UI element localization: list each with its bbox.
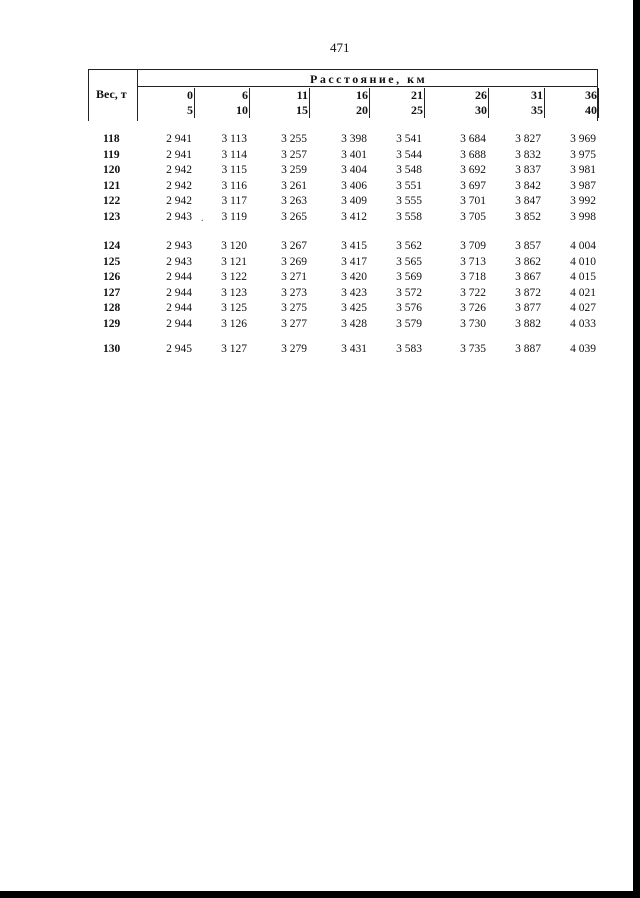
value-cell: 3 562: [396, 240, 422, 252]
value-cell: 3 576: [396, 302, 422, 314]
distance-range-header: [547, 88, 599, 118]
value-cell: 3 852: [515, 210, 541, 223]
value-cell: 3 398: [341, 133, 367, 145]
distance-range-header: [198, 88, 250, 118]
value-cell: 3 267: [281, 240, 307, 252]
value-cell: 3 688: [460, 148, 486, 161]
value-cell: 3 992: [570, 195, 596, 207]
weight-cell: 119: [103, 148, 120, 161]
range-to: 25: [411, 103, 423, 117]
value-cell: 3 116: [221, 179, 247, 192]
value-cell: 3 862: [515, 255, 541, 268]
value-cell: 3 857: [515, 240, 541, 252]
range-to: 15: [296, 103, 308, 117]
value-cell: 3 877: [515, 302, 541, 314]
value-cell: 2 943: [166, 210, 192, 223]
range-to: 30: [475, 103, 487, 117]
table-row: [0, 287, 633, 303]
value-cell: 2 942: [166, 164, 192, 176]
value-cell: 4 010: [570, 255, 596, 268]
value-cell: 3 847: [515, 195, 541, 207]
value-cell: 2 944: [166, 317, 192, 330]
value-cell: 3 263: [281, 195, 307, 207]
distance-range-header: [493, 88, 545, 118]
value-cell: 3 722: [460, 286, 486, 299]
table-row: [0, 180, 633, 196]
value-cell: 3 709: [460, 240, 486, 252]
value-cell: 3 404: [341, 164, 367, 176]
weight-cell: 123: [103, 210, 121, 223]
value-cell: 3 119: [221, 210, 247, 223]
weight-column-header: Вес, т: [96, 87, 127, 101]
value-cell: 4 015: [570, 271, 596, 283]
scan-speck: .: [201, 213, 204, 224]
value-cell: 3 701: [460, 195, 486, 207]
value-cell: 3 259: [281, 164, 307, 176]
value-cell: 3 565: [396, 255, 422, 268]
weight-cell: 121: [103, 179, 121, 192]
value-cell: 2 944: [166, 271, 192, 283]
value-cell: 3 125: [221, 302, 247, 314]
range-from: 11: [296, 88, 308, 102]
value-cell: 3 867: [515, 271, 541, 283]
weight-cell: 125: [103, 255, 121, 268]
distance-range-header: [427, 88, 489, 118]
value-cell: 2 941: [166, 148, 192, 161]
weight-cell: 122: [103, 195, 121, 207]
value-cell: 3 275: [281, 302, 307, 314]
value-cell: 3 412: [341, 210, 367, 223]
range-from: 0: [187, 88, 193, 102]
value-cell: 3 882: [515, 317, 541, 330]
range-from: 21: [411, 88, 423, 102]
value-cell: 3 579: [396, 317, 422, 330]
weight-cell: 120: [103, 164, 121, 176]
range-from: 16: [356, 88, 368, 102]
range-from: 26: [475, 88, 487, 102]
distance-range-header: [253, 88, 310, 118]
value-cell: 3 401: [341, 148, 367, 161]
page-number: 471: [330, 40, 350, 55]
table-row: [0, 256, 633, 272]
value-cell: 3 730: [460, 317, 486, 330]
value-cell: 2 945: [166, 343, 192, 355]
weight-cell: 126: [103, 271, 121, 283]
value-cell: 3 887: [515, 343, 541, 355]
range-from: 31: [531, 88, 543, 102]
value-cell: 3 257: [281, 148, 307, 161]
value-cell: 3 555: [396, 195, 422, 207]
value-cell: 3 827: [515, 133, 541, 145]
distance-header: Расстояние, км: [310, 72, 428, 86]
value-cell: 3 261: [281, 179, 307, 192]
value-cell: 3 115: [221, 164, 247, 176]
value-cell: 3 423: [341, 286, 367, 299]
value-cell: 3 572: [396, 286, 422, 299]
value-cell: 3 431: [341, 343, 367, 355]
value-cell: 2 944: [166, 286, 192, 299]
value-cell: 3 409: [341, 195, 367, 207]
value-cell: 3 277: [281, 317, 307, 330]
range-from: 36: [585, 88, 597, 102]
value-cell: 3 583: [396, 343, 422, 355]
value-cell: 3 705: [460, 210, 486, 223]
value-cell: 2 943: [166, 240, 192, 252]
value-cell: 3 406: [341, 179, 367, 192]
range-to: 20: [356, 103, 368, 117]
table-row: [0, 133, 633, 149]
value-cell: 3 981: [570, 164, 596, 176]
value-cell: 2 942: [166, 195, 192, 207]
value-cell: 3 265: [281, 210, 307, 223]
value-cell: 3 273: [281, 286, 307, 299]
value-cell: 3 425: [341, 302, 367, 314]
value-cell: 3 126: [221, 317, 247, 330]
distance-range-header: [373, 88, 425, 118]
value-cell: 3 114: [221, 148, 247, 161]
value-cell: 2 943: [166, 255, 192, 268]
value-cell: 3 726: [460, 302, 486, 314]
value-cell: 3 255: [281, 133, 307, 145]
value-cell: 3 117: [221, 195, 247, 207]
value-cell: 3 969: [570, 133, 596, 145]
value-cell: 3 713: [460, 255, 486, 268]
value-cell: 3 122: [221, 271, 247, 283]
range-to: 10: [236, 103, 248, 117]
weight-cell: 124: [103, 240, 121, 252]
value-cell: 3 279: [281, 343, 307, 355]
value-cell: 3 415: [341, 240, 367, 252]
value-cell: 3 718: [460, 271, 486, 283]
range-from: 6: [242, 88, 248, 102]
range-to: 35: [531, 103, 543, 117]
value-cell: 3 428: [341, 317, 367, 330]
value-cell: 3 121: [221, 255, 247, 268]
value-cell: 3 127: [221, 343, 247, 355]
weight-cell: 130: [103, 343, 121, 355]
value-cell: 3 975: [570, 148, 596, 161]
value-cell: 3 842: [515, 179, 541, 192]
value-cell: 3 123: [221, 286, 247, 299]
value-cell: 4 033: [570, 317, 596, 330]
table-row: [0, 164, 633, 180]
table-row: [0, 271, 633, 287]
value-cell: 3 684: [460, 133, 486, 145]
value-cell: 4 039: [570, 343, 596, 355]
value-cell: 3 551: [396, 179, 422, 192]
value-cell: 3 548: [396, 164, 422, 176]
value-cell: 2 944: [166, 302, 192, 314]
table-row: [0, 318, 633, 334]
value-cell: 3 113: [221, 133, 247, 145]
table-row: [0, 211, 633, 227]
value-cell: 4 027: [570, 302, 596, 314]
value-cell: 2 942: [166, 179, 192, 192]
value-cell: 3 544: [396, 148, 422, 161]
value-cell: 3 420: [341, 271, 367, 283]
distance-range-header: [143, 88, 195, 118]
value-cell: 3 837: [515, 164, 541, 176]
weight-cell: 127: [103, 286, 121, 299]
table-row: [0, 195, 633, 211]
value-cell: 3 832: [515, 148, 541, 161]
weight-cell: 118: [103, 133, 120, 145]
header-divider: [137, 70, 138, 121]
table-row: [0, 343, 633, 359]
value-cell: 3 692: [460, 164, 486, 176]
value-cell: 3 269: [281, 255, 307, 268]
weight-cell: 128: [103, 302, 121, 314]
distance-range-header: [313, 88, 370, 118]
table-row: [0, 302, 633, 318]
value-cell: 3 998: [570, 210, 596, 223]
value-cell: 3 271: [281, 271, 307, 283]
value-cell: 3 735: [460, 343, 486, 355]
value-cell: 2 941: [166, 133, 192, 145]
table-row: [0, 149, 633, 165]
value-cell: 4 004: [570, 240, 596, 252]
value-cell: 3 417: [341, 255, 367, 268]
value-cell: 3 558: [396, 210, 422, 223]
table-row: [0, 240, 633, 256]
value-cell: 3 697: [460, 179, 486, 192]
weight-cell: 129: [103, 317, 121, 330]
value-cell: 3 120: [221, 240, 247, 252]
value-cell: 3 541: [396, 133, 422, 145]
range-to: 5: [187, 103, 193, 117]
value-cell: 3 872: [515, 286, 541, 299]
value-cell: 4 021: [570, 286, 596, 299]
range-to: 40: [585, 103, 597, 117]
value-cell: 3 569: [396, 271, 422, 283]
value-cell: 3 987: [570, 179, 596, 192]
